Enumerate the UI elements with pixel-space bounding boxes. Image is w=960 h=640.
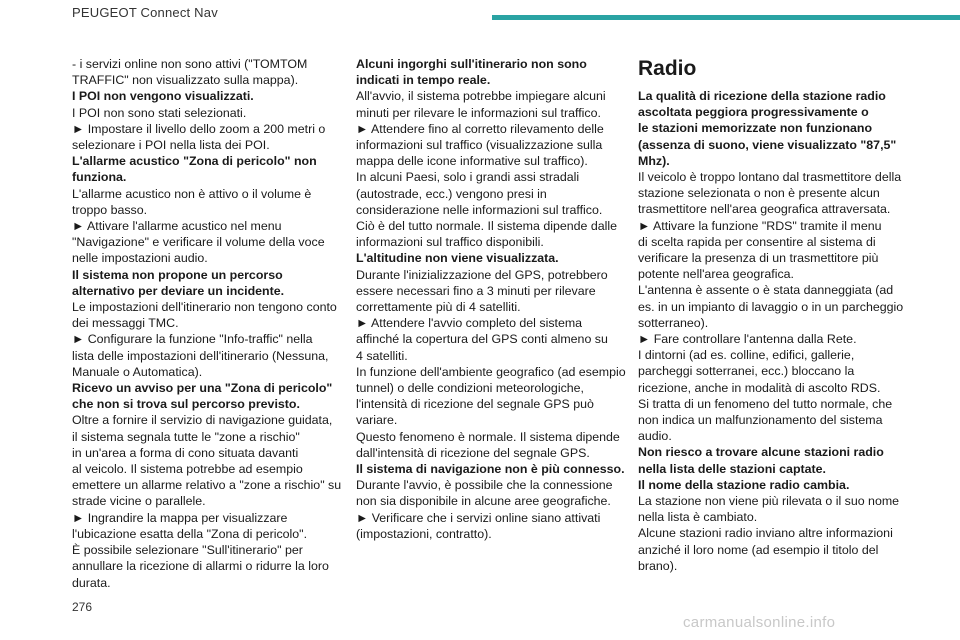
text-line: dei messaggi TMC. (72, 316, 179, 331)
text-line: considerazione nelle informazioni sul traffico. (356, 202, 603, 217)
bold-text-line: che non si trova sul percorso previsto. (72, 397, 300, 412)
text-line: nella lista è cambiato. (638, 510, 758, 525)
text-line: ► Attendere l'avvio completo del sistema (356, 316, 583, 331)
section-heading-radio: Radio (638, 57, 697, 80)
bold-text-line: Non riesco a trovare alcune stazioni radio (638, 445, 884, 460)
text-line: TRAFFIC" non visualizzato sulla mappa). (72, 73, 299, 88)
bold-text-line: L'altitudine non viene visualizzata. (356, 251, 559, 266)
text-line: annullare la ricezione di allarmi o ridurre la loro (72, 559, 329, 574)
text-column-1 (72, 56, 340, 591)
text-line: La stazione non viene più rilevata o il suo nome (638, 494, 900, 509)
bold-text-line: I POI non vengono visualizzati. (72, 89, 254, 104)
text-line: brano). (638, 558, 678, 573)
text-line: l'intensità di ricezione del segnale GPS può (356, 397, 594, 412)
text-line: selezionare i POI nella lista dei POI. (72, 138, 270, 153)
text-line: in un'area a forma di cono situata davanti (72, 445, 299, 460)
text-line: variare. (356, 413, 398, 428)
bold-text-line: Il sistema non propone un percorso (72, 267, 283, 282)
text-line: ► Fare controllare l'antenna dalla Rete. (638, 332, 857, 347)
text-line: Le impostazioni dell'itinerario non tengono conto (72, 300, 337, 315)
text-line: ► Attendere fino al corretto rilevamento delle (356, 121, 604, 136)
text-line: Ciò è del tutto normale. Il sistema dipende dalle (356, 219, 618, 234)
text-line: al veicolo. Il sistema potrebbe ad esempio (72, 462, 303, 477)
text-line: anziché il loro nome (ad esempio il titolo del (638, 542, 879, 557)
bold-text-line: Mhz). (638, 153, 670, 168)
text-line: In funzione dell'ambiente geografico (ad esempio (356, 364, 626, 379)
text-line: affinché la copertura del GPS conti almeno su (356, 332, 608, 347)
text-line: trasmettitore nell'area geografica attraversata. (638, 202, 891, 217)
text-line: strade vicine o parallele. (72, 494, 206, 509)
text-line: ► Configurare la funzione "Info-traffic" nella (72, 332, 313, 347)
text-line: I POI non sono stati selezionati. (72, 105, 247, 120)
bold-text-line: le stazioni memorizzate non funzionano (638, 121, 873, 136)
text-line: (impostazioni, contratto). (356, 526, 492, 541)
text-line: "Navigazione" e verificare il volume della voce (72, 235, 325, 250)
bold-text-line: L'allarme acustico "Zona di pericolo" non (72, 154, 317, 169)
text-line: Durante l'inizializzazione del GPS, potrebbero (356, 267, 608, 282)
text-line: nelle impostazioni audio. (72, 251, 208, 266)
page-number: 276 (72, 600, 93, 614)
text-line: L'allarme acustico non è attivo o il volume è (72, 186, 312, 201)
text-line: ► Attivare la funzione "RDS" tramite il menu (638, 218, 882, 233)
text-line: Il veicolo è troppo lontano dal trasmettitore della (638, 170, 902, 185)
text-line: audio. (638, 429, 672, 444)
header-accent-bar (492, 15, 960, 20)
text-line: Durante l'avvio, è possibile che la connessione (356, 478, 613, 493)
bold-text-line: Il nome della stazione radio cambia. (638, 477, 850, 492)
text-line: correttamente più di 4 satelliti. (356, 300, 521, 315)
text-line: 4 satelliti. (356, 348, 408, 363)
text-line: informazioni sul traffico (visualizzazione sulla (356, 138, 603, 153)
text-line: I dintorni (ad es. colline, edifici, gallerie, (638, 348, 855, 363)
text-line: verificare la presenza di un trasmettitore più (638, 251, 879, 266)
text-line: di scelta rapida per consentire al sistema di (638, 234, 876, 249)
text-line: È possibile selezionare "Sull'itinerario" per (72, 543, 303, 558)
bold-text-line: indicati in tempo reale. (356, 73, 491, 88)
text-line: ► Ingrandire la mappa per visualizzare (72, 510, 288, 525)
text-line: Questo fenomeno è normale. Il sistema dipende (356, 429, 620, 444)
text-line: minuti per rilevare le informazioni sul traffico. (356, 105, 601, 120)
text-line: parcheggi sotterranei, ecc.) bloccano la (638, 364, 855, 379)
bold-text-line: funziona. (72, 170, 127, 185)
text-line: L'antenna è assente o è stata danneggiata (ad (638, 283, 894, 298)
text-column-3 (638, 56, 906, 574)
text-line: es. in un impianto di lavaggio o in un parcheggio (638, 299, 904, 314)
text-line: Si tratta di un fenomeno del tutto normale, che (638, 396, 893, 411)
text-line: tunnel) o delle condizioni meteorologiche, (356, 381, 584, 396)
text-line: mappa delle icone informative sul traffico). (356, 154, 588, 169)
text-line: durata. (72, 575, 111, 590)
text-line: ► Attivare l'allarme acustico nel menu (72, 219, 282, 234)
text-line: - i servizi online non sono attivi ("TOMTOM (72, 57, 308, 71)
bold-text-line: Il sistema di navigazione non è più connesso. (356, 462, 625, 477)
text-line: ricezione, anche in modalità di ascolto RDS. (638, 380, 881, 395)
text-line: il sistema segnala tutte le "zone a rischio" (72, 429, 300, 444)
text-line: (autostrade, ecc.) vengono presi in (356, 186, 547, 201)
bold-text-line: ascoltata peggiora progressivamente o (638, 105, 869, 120)
text-line: All'avvio, il sistema potrebbe impiegare alcuni (356, 89, 606, 104)
text-line: In alcuni Paesi, solo i grandi assi stradali (356, 170, 580, 185)
watermark: carmanualsonline.info (683, 614, 836, 631)
page-header-title: PEUGEOT Connect Nav (72, 5, 218, 20)
text-line: l'ubicazione esatta della "Zona di pericolo". (72, 526, 308, 541)
bold-text-line: La qualità di ricezione della stazione radio (638, 89, 886, 103)
text-line: Oltre a fornire il servizio di navigazione guidata, (72, 413, 333, 428)
text-line: informazioni sul traffico disponibili. (356, 235, 544, 250)
text-line: non sia disponibile in alcune aree geografiche. (356, 494, 611, 509)
text-line: lista delle impostazioni dell'itinerario (Nessuna, (72, 348, 329, 363)
text-line: stazione selezionata o non è presente alcun (638, 186, 880, 201)
bold-text-line: alternativo per deviare un incidente. (72, 283, 285, 298)
text-line: emettere un allarme relativo a "zone a rischio" su (72, 478, 342, 493)
text-line: potente nell'area geografica. (638, 267, 794, 282)
text-line: ► Verificare che i servizi online siano attivati (356, 510, 601, 525)
bold-text-line: nella lista delle stazioni captate. (638, 461, 826, 476)
text-line: troppo basso. (72, 202, 148, 217)
text-line: Manuale o Automatica). (72, 364, 203, 379)
text-column-2 (356, 56, 624, 542)
text-line: dall'intensità di ricezione del segnale GPS. (356, 445, 590, 460)
text-line: ► Impostare il livello dello zoom a 200 metri o (72, 121, 326, 136)
text-line: Alcune stazioni radio inviano altre informazioni (638, 526, 893, 541)
bold-text-line: Alcuni ingorghi sull'itinerario non sono (356, 57, 587, 71)
bold-text-line: Ricevo un avviso per una "Zona di pericolo" (72, 381, 333, 396)
bold-text-line: (assenza di suono, viene visualizzato "87,5" (638, 137, 897, 152)
text-line: essere necessari fino a 3 minuti per rilevare (356, 283, 596, 298)
text-line: sotterraneo). (638, 315, 709, 330)
text-line: non indica un malfunzionamento del sistema (638, 413, 883, 428)
